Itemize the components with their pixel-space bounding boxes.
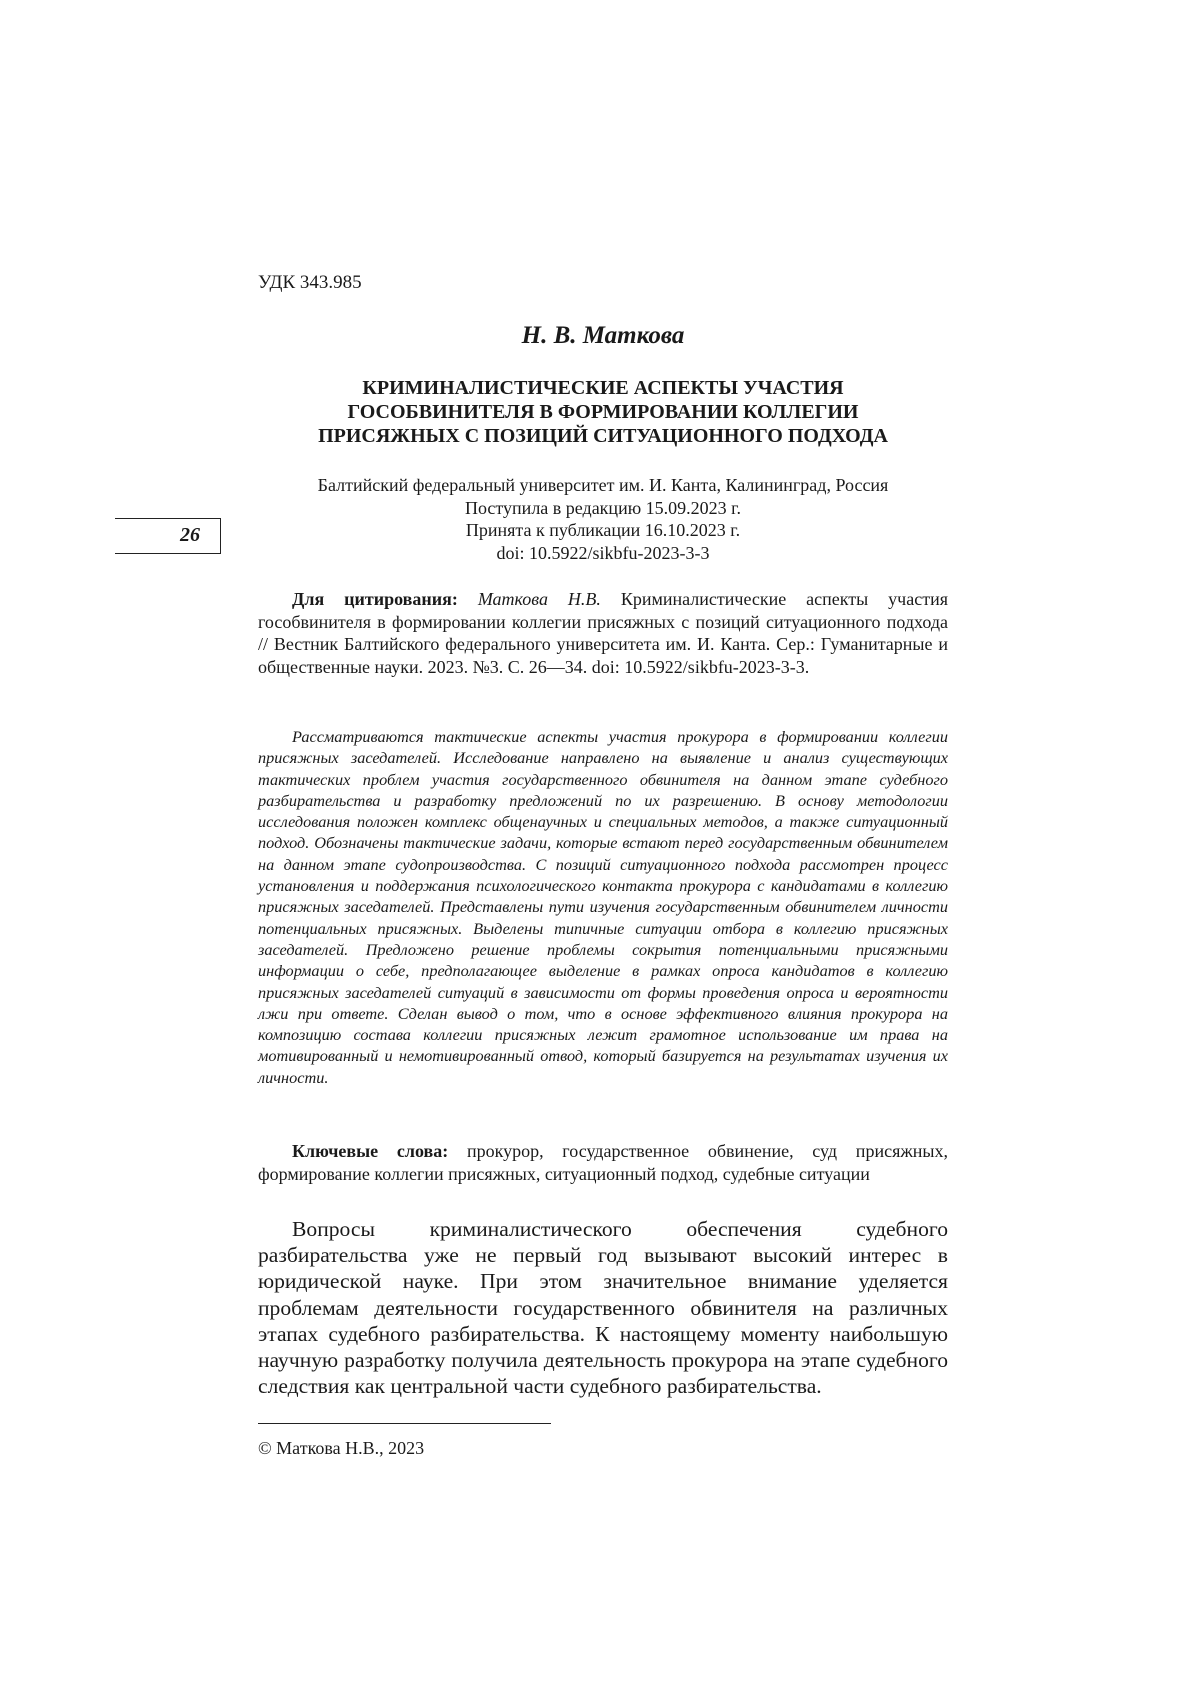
keywords-block [258,1140,948,1185]
article-meta [258,474,948,564]
keywords-label: Ключевые слова: [292,1141,449,1161]
citation-authors: Маткова Н.В. [477,589,601,609]
copyright-notice: © Маткова Н.В., 2023 [258,1438,425,1458]
page-number-box [115,518,221,554]
citation-label: Для цитирования: [292,589,458,609]
keywords-text: прокурор, государственное обвинение, суд присяжных, формирование коллегии присяжных, ситуационный подход, судебные ситуации [258,1141,949,1184]
article-title-line-2: ГОСОБВИНИТЕЛЯ В ФОРМИРОВАНИИ КОЛЛЕГИИ [347,401,859,423]
article-title [258,376,948,448]
received-date: Поступила в редакцию 15.09.2023 г. [464,497,741,518]
citation-text: Криминалистические аспекты участия гособвинителя в формировании коллегии присяжных с позиций ситуационного подхода // Вестник Балтийского федерального университета им. И. Канта. Сер.: Гуманитарные и общественные науки. 2023. №3. С. 26—34. doi: 10.5922/sikbfu-2023-3-3. [258,589,948,677]
abstract: Рассматриваются тактические аспекты участия прокурора в формировании коллегии присяжных заседателей. Исследование направлено на выявление и анализ существующих тактических проблем участия государственного обвинителя на данном этапе судебного разбирательства и разработку предложений по их разрешению. В основу методологии исследования положен комплекс общенаучных и специальных методов, а также ситуационный подход. Обозначены тактические задачи, которые встают перед государственным обвинителем на данном этапе судопроизводства. С позиций ситуационного подхода рассмотрен процесс установления и поддержания психологического контакта прокурора с кандидатами в коллегию присяжных заседателей. Представлены пути изучения государственным обвинителем личности потенциальных присяжных. Выделены типичные ситуации отбора в коллегию присяжных заседателей. Предложено решение проблемы сокрытия потенциальными присяжными информации о себе, предполагающее выделение в рамках опроса кандидатов в коллегию присяжных заседателей ситуаций в зависимости от формы проведения опроса и вероятности лжи при ответе. Сделан вывод о том, что в основе эффективного влияния прокурора на композицию состава коллегии присяжных лежит грамотное использование им права на мотивированный и немотивированный отвод, который базируется на результатах изучения их личности. [258,727,948,1087]
body-paragraph: Вопросы криминалистического обеспечения судебного разбирательства уже не первый год вызывают высокий интерес в юридической науке. При этом значительное внимание уделяется проблемам деятельности государственного обвинителя на различных этапах судебного разбирательства. К настоящему моменту наибольшую научную разработку получила деятельность прокурора на этапе судебного следствия как центральной части судебного разбирательства. [258,1217,948,1399]
accepted-date: Принята к публикации 16.10.2023 г. [465,520,741,540]
doi: doi: 10.5922/sikbfu-2023-3-3 [496,542,710,563]
article-title-line-1: КРИМИНАЛИСТИЧЕСКИЕ АСПЕКТЫ УЧАСТИЯ [362,377,844,399]
page-number: 26 [180,524,200,546]
article-author: Н. В. Маткова [521,322,685,349]
footnote-divider [258,1423,551,1424]
affiliation: Балтийский федеральный университет им. И. Канта, Калининград, Россия [317,475,889,495]
udk-code: УДК 343.985 [258,272,362,293]
citation-block [258,588,948,678]
article-title-line-3: ПРИСЯЖНЫХ С ПОЗИЦИЙ СИТУАЦИОННОГО ПОДХОДА [318,425,888,447]
